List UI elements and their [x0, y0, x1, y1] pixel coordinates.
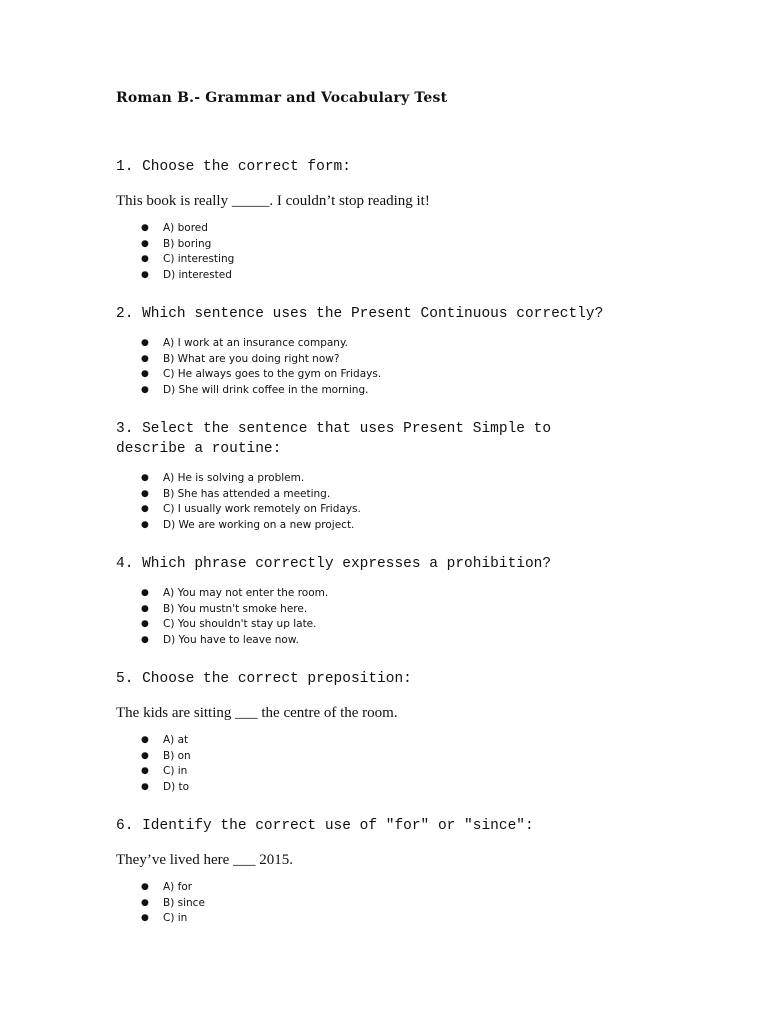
answer-option: [116, 221, 616, 237]
question-5: [116, 669, 616, 816]
answer-option-text: B) since: [163, 896, 205, 909]
answer-option: [116, 617, 616, 633]
bullet-icon: ●: [141, 353, 149, 364]
question-6: [116, 816, 616, 927]
answer-option-text: D) We are working on a new project.: [163, 518, 355, 531]
bullet-icon: ●: [141, 588, 149, 598]
answer-option-text: D) You have to leave now.: [163, 633, 299, 646]
question-heading: 5. Choose the correct preposition:: [116, 671, 412, 687]
answer-option-text: C) He always goes to the gym on Fridays.: [163, 368, 382, 380]
bullet-icon: ●: [141, 766, 149, 776]
question-spacer: [116, 533, 616, 554]
question-heading: 4. Which phrase correctly expresses a prohibition?: [116, 556, 552, 572]
question-heading: 3. Select the sentence that uses Present Simple to describe a routine:: [116, 421, 560, 457]
answer-option-text: A) for: [163, 881, 193, 893]
question-heading: 6. Identify the correct use of "for" or "since":: [116, 818, 534, 834]
answer-option: [116, 633, 616, 649]
bullet-icon: ●: [141, 223, 149, 233]
bullet-icon: ●: [141, 634, 149, 645]
answer-option-text: A) He is solving a problem.: [163, 472, 305, 484]
bullet-icon: ●: [141, 338, 149, 348]
answer-option: [116, 602, 616, 618]
bullet-icon: ●: [141, 750, 149, 761]
answer-option-text: B) She has attended a meeting.: [163, 487, 331, 500]
bullet-icon: ●: [141, 269, 149, 280]
bullet-icon: ●: [141, 735, 149, 745]
answer-option: [116, 352, 616, 368]
answer-option: [116, 733, 616, 749]
answer-option-text: B) boring: [163, 237, 212, 250]
answer-option: [116, 336, 616, 352]
answer-option: [116, 780, 616, 796]
answer-options: [116, 586, 616, 648]
question-sentence: The kids are sitting ___ the centre of the room.: [116, 705, 398, 721]
answer-option-text: C) I usually work remotely on Fridays.: [163, 503, 361, 515]
question-spacer: [116, 398, 616, 419]
answer-option: [116, 268, 616, 284]
answer-option: [116, 487, 616, 503]
answer-option: [116, 880, 616, 896]
question-heading: 2. Which sentence uses the Present Continuous correctly?: [116, 306, 604, 322]
answer-option: [116, 367, 616, 383]
bullet-icon: ●: [141, 913, 149, 923]
answer-options: [116, 880, 616, 927]
bullet-icon: ●: [141, 488, 149, 499]
bullet-icon: ●: [141, 504, 149, 514]
answer-option-text: C) in: [163, 765, 188, 777]
bullet-icon: ●: [141, 369, 149, 379]
bullet-icon: ●: [141, 619, 149, 629]
answer-option: [116, 471, 616, 487]
question-heading: 1. Choose the correct form:: [116, 159, 351, 175]
question-sentence: They’ve lived here ___ 2015.: [116, 852, 294, 868]
answer-option-text: D) to: [163, 780, 190, 793]
answer-option: [116, 911, 616, 927]
bullet-icon: ●: [141, 254, 149, 264]
question-1: [116, 157, 616, 304]
answer-option: [116, 586, 616, 602]
bullet-icon: ●: [141, 519, 149, 530]
document-title: Roman B.- Grammar and Vocabulary Test: [116, 90, 448, 106]
answer-option-text: A) I work at an insurance company.: [163, 337, 349, 349]
answer-option: [116, 383, 616, 399]
bullet-icon: ●: [141, 897, 149, 908]
question-4: [116, 554, 616, 669]
answer-option-text: B) What are you doing right now?: [163, 352, 340, 365]
answer-option-text: C) in: [163, 912, 188, 924]
answer-option-text: A) at: [163, 734, 189, 746]
answer-option: [116, 896, 616, 912]
bullet-icon: ●: [141, 781, 149, 792]
test-document: [116, 88, 616, 927]
answer-option-text: A) You may not enter the room.: [163, 587, 329, 599]
bullet-icon: ●: [141, 384, 149, 395]
answer-option-text: B) on: [163, 749, 191, 762]
question-spacer: [116, 795, 616, 816]
answer-option-text: A) bored: [163, 222, 208, 234]
answer-options: [116, 221, 616, 283]
answer-options: [116, 336, 616, 398]
question-spacer: [116, 283, 616, 304]
answer-option: [116, 502, 616, 518]
answer-option: [116, 237, 616, 253]
answer-option-text: C) interesting: [163, 253, 235, 265]
question-list: [116, 157, 616, 927]
bullet-icon: ●: [141, 603, 149, 614]
question-spacer: [116, 648, 616, 669]
answer-options: [116, 471, 616, 533]
answer-option: [116, 252, 616, 268]
question-sentence: This book is really _____. I couldn’t stop reading it!: [116, 193, 430, 209]
answer-options: [116, 733, 616, 795]
bullet-icon: ●: [141, 238, 149, 249]
answer-option: [116, 518, 616, 534]
question-3: [116, 419, 616, 554]
bullet-icon: ●: [141, 473, 149, 483]
answer-option: [116, 749, 616, 765]
bullet-icon: ●: [141, 882, 149, 892]
answer-option-text: D) interested: [163, 268, 232, 281]
answer-option-text: D) She will drink coffee in the morning.: [163, 383, 369, 396]
question-2: [116, 304, 616, 419]
answer-option-text: C) You shouldn't stay up late.: [163, 618, 317, 630]
answer-option: [116, 764, 616, 780]
answer-option-text: B) You mustn't smoke here.: [163, 602, 308, 615]
